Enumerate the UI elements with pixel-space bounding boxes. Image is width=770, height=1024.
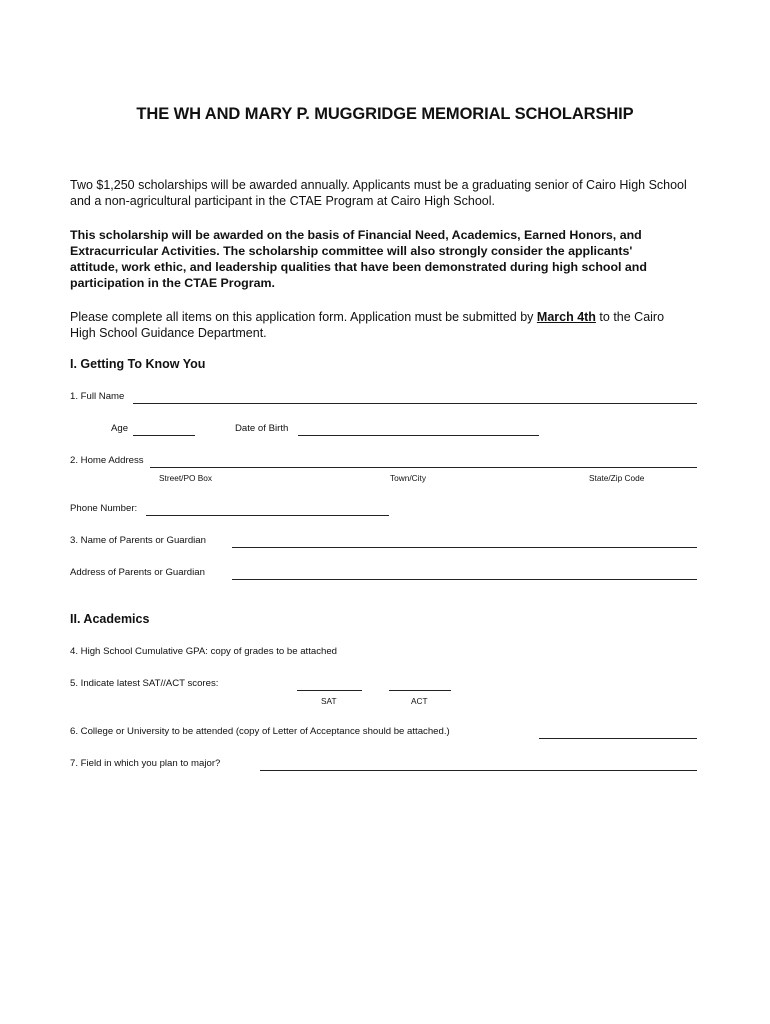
criteria-line-1: This scholarship will be awarded on the basis of Financial Need, Academics, Earned Honors, and	[70, 228, 642, 242]
section-2-heading: II. Academics	[70, 612, 150, 626]
section-1-heading: I. Getting To Know You	[70, 357, 206, 371]
state-zip-caption: State/Zip Code	[589, 473, 645, 483]
home-address-label: 2. Home Address	[70, 455, 144, 466]
college-label: 6. College or University to be attended (copy of Letter of Acceptance should be attached.)	[70, 726, 450, 737]
parents-address-field[interactable]	[232, 579, 697, 580]
sat-caption: SAT	[321, 696, 337, 706]
instructions-text: Please complete all items on this application form. Application must be submitted by	[70, 310, 537, 324]
parents-address-label: Address of Parents or Guardian	[70, 567, 205, 578]
major-field[interactable]	[260, 770, 697, 771]
act-caption: ACT	[411, 696, 428, 706]
instructions-text-after: to the Cairo	[595, 310, 665, 324]
major-label: 7. Field in which you plan to major?	[70, 758, 221, 769]
instructions-paragraph	[70, 309, 710, 341]
full-name-label: 1. Full Name	[70, 391, 125, 402]
gpa-label: 4. High School Cumulative GPA: copy of grades to be attached	[70, 646, 337, 657]
criteria-line-4: participation in the CTAE Program.	[70, 276, 275, 290]
instructions-line-2: High School Guidance Department.	[70, 326, 267, 340]
street-caption: Street/PO Box	[159, 473, 213, 483]
criteria-line-3: attitude, work ethic, and leadership qualities that have been demonstrated during high school and	[70, 260, 647, 274]
town-caption: Town/City	[390, 473, 426, 483]
college-field[interactable]	[539, 738, 697, 739]
parents-name-label: 3. Name of Parents or Guardian	[70, 535, 206, 546]
scores-label: 5. Indicate latest SAT//ACT scores:	[70, 678, 219, 689]
form-title: THE WH AND MARY P. MUGGRIDGE MEMORIAL SCHOLARSHIP	[136, 105, 634, 123]
dob-label: Date of Birth	[235, 423, 289, 434]
sat-field[interactable]	[297, 690, 362, 691]
act-field[interactable]	[389, 690, 451, 691]
criteria-paragraph	[70, 227, 710, 291]
intro-paragraph	[70, 177, 710, 209]
intro-line-2: and a non-agricultural participant in the CTAE Program at Cairo High School.	[70, 194, 495, 208]
age-label: Age	[111, 423, 129, 434]
phone-field[interactable]	[146, 515, 389, 516]
intro-line-1: Two $1,250 scholarships will be awarded annually. Applicants must be a graduating senior of Cairo High School	[70, 178, 687, 192]
parents-name-field[interactable]	[232, 547, 697, 548]
home-address-field[interactable]	[150, 467, 697, 468]
dob-field[interactable]	[298, 435, 539, 436]
phone-label: Phone Number:	[70, 503, 138, 514]
age-field[interactable]	[133, 435, 195, 436]
instructions-line-1	[70, 309, 710, 325]
full-name-field[interactable]	[133, 403, 697, 404]
criteria-line-2: Extracurricular Activities. The scholarship committee will also strongly consider the applicants'	[70, 244, 633, 258]
deadline-date: March 4th	[536, 310, 596, 324]
